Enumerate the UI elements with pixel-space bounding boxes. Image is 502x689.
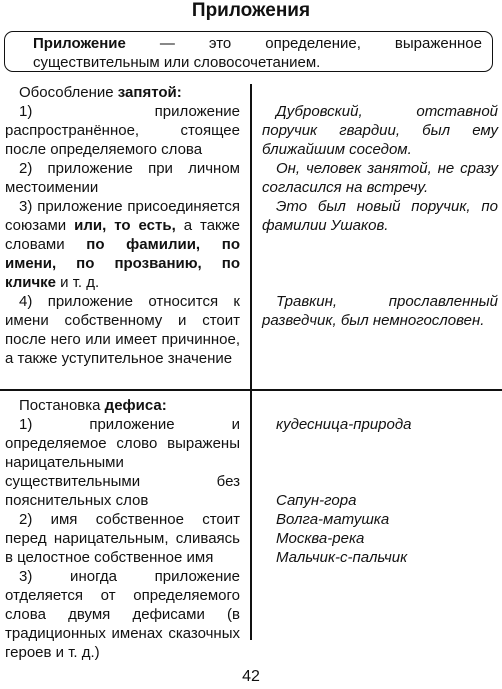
definition-text: — это определение, выраженное существительным или словосочетанием. xyxy=(33,35,482,71)
section-hyphen-rules xyxy=(5,396,240,662)
section-hyphen-heading: Постановка дефиса: xyxy=(19,397,167,414)
hyphen-example-1: кудесница-природа xyxy=(276,416,412,433)
commas-example-3: Это был новый поручик, по фамилии Ушаков. xyxy=(262,198,498,234)
hyphen-example-2 xyxy=(262,491,498,567)
hyphen-rule-2: 2) имя собственное стоит перед нарицательным, сливаясь в целостное собственное имя xyxy=(5,511,240,566)
hyphen-example-line: Волга-матушка xyxy=(276,511,390,528)
definition-term: Приложение xyxy=(33,35,126,52)
hyphen-rule-1: 1) приложение и определяемое слово выражены нарицательными существительными без пояснительных слов xyxy=(5,416,240,509)
hyphen-example-line: Мальчик-с-пальчик xyxy=(276,549,408,566)
commas-rule-3: 3) приложение присоединяется союзами или, то есть, а также словами по фамилии, по имени, по прозванию, по кличке и т. д. xyxy=(5,198,240,291)
section-commas-rules xyxy=(5,83,240,368)
commas-rule-2: 2) приложение при личном местоимении xyxy=(5,160,240,196)
section-divider xyxy=(0,389,502,391)
definition-box xyxy=(4,31,493,72)
commas-example-4: Травкин, прославленный разведчик, был немногословен. xyxy=(262,293,498,329)
commas-rule-4: 4) приложение относится к имени собственному и стоит после него или имеет причинное, а также уступительное значение xyxy=(5,293,240,367)
hyphen-example-line: Москва-река xyxy=(276,530,365,547)
column-divider xyxy=(250,84,252,640)
section-commas-heading: Обособление запятой: xyxy=(19,84,182,101)
hyphen-example-line: Сапун-гора xyxy=(276,492,357,509)
commas-rule-1: 1) приложение распространённое, стоящее после определяемого слова xyxy=(5,103,240,158)
page-number: 42 xyxy=(242,668,260,685)
commas-example-2: Он, человек занятой, не сразу согласился на встречу. xyxy=(262,160,498,196)
page-title: Приложения xyxy=(191,0,311,21)
commas-example-1: Дубровский, отставной поручик гвардии, был ему ближайшим соседом. xyxy=(262,103,498,158)
hyphen-rule-3: 3) иногда приложение отделяется от определяемого слова двумя дефисами (в традиционных именах сказочных героев и т. д.) xyxy=(5,568,240,661)
